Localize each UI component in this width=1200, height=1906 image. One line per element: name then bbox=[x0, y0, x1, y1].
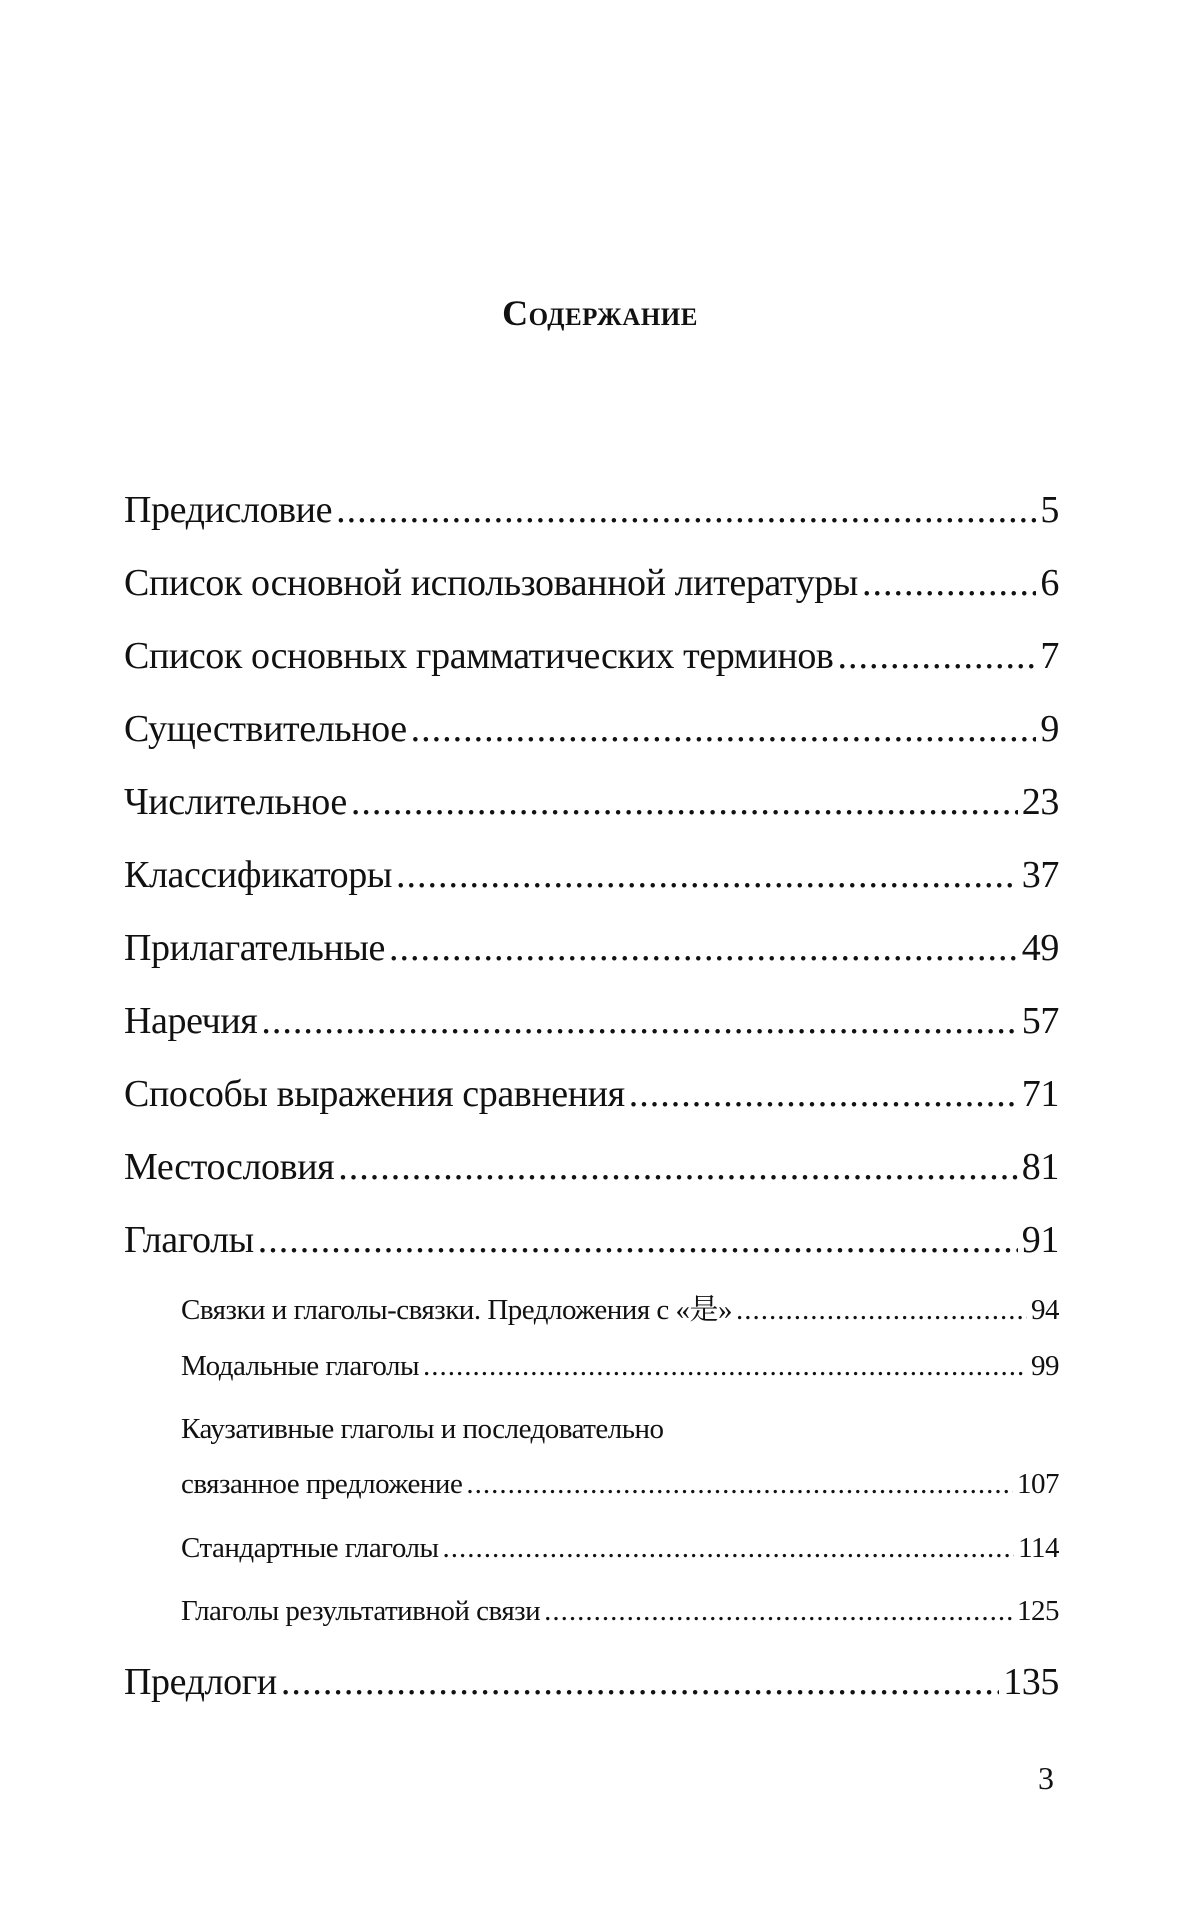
toc-entry-page: 23 bbox=[1021, 781, 1059, 823]
toc-leader-dots bbox=[261, 999, 1017, 1043]
toc-leader-dots bbox=[736, 1294, 1027, 1327]
toc-entry-label: Связки и глаголы-связки. Предложения с «是» bbox=[181, 1294, 733, 1326]
toc-entry-page: 135 bbox=[1003, 1661, 1059, 1703]
toc-entry-page: 9 bbox=[1040, 708, 1059, 750]
toc-entry-label: Стандартные глаголы bbox=[181, 1532, 439, 1564]
toc-leader-dots bbox=[396, 853, 1018, 897]
toc-leader-dots bbox=[442, 1532, 1014, 1565]
toc-leader-dots bbox=[544, 1595, 1013, 1628]
toc-entry[interactable] bbox=[124, 780, 1059, 824]
page-title: Содержание bbox=[502, 293, 698, 333]
page-number: 3 bbox=[1038, 1760, 1054, 1796]
toc-entry-label: Наречия bbox=[124, 1000, 258, 1042]
toc-entry-label: Список основных грамматических терминов bbox=[124, 635, 834, 677]
toc-entry[interactable] bbox=[124, 707, 1059, 751]
toc-entry-label: Предисловие bbox=[124, 489, 333, 531]
toc-leader-dots bbox=[423, 1350, 1027, 1383]
toc-entry-label: Числительное bbox=[124, 781, 347, 823]
toc-entry-page: 94 bbox=[1031, 1294, 1059, 1326]
toc-entry-label: Предлоги bbox=[124, 1661, 277, 1703]
toc-entry-page: 91 bbox=[1021, 1219, 1059, 1261]
toc-entry-label: Существительное bbox=[124, 708, 407, 750]
toc-subentry[interactable] bbox=[181, 1532, 1059, 1565]
toc-leader-dots bbox=[389, 926, 1018, 970]
toc-leader-dots bbox=[351, 780, 1018, 824]
toc-leader-dots bbox=[466, 1468, 1013, 1501]
toc-entry-page: 99 bbox=[1031, 1350, 1059, 1382]
toc-subentry[interactable] bbox=[181, 1468, 1059, 1501]
toc-entry-page: 114 bbox=[1018, 1532, 1059, 1564]
toc-entry[interactable] bbox=[124, 1218, 1059, 1262]
toc-subentry[interactable] bbox=[181, 1287, 1059, 1328]
toc-leader-dots bbox=[281, 1660, 999, 1704]
toc-leader-dots bbox=[258, 1218, 1018, 1262]
toc-entry[interactable] bbox=[124, 488, 1059, 532]
toc-leader-dots bbox=[862, 561, 1036, 605]
toc-entry[interactable] bbox=[124, 561, 1059, 605]
toc-entry[interactable] bbox=[124, 1072, 1059, 1116]
toc-entry-label: связанное предложение bbox=[181, 1468, 463, 1500]
toc-entry[interactable] bbox=[124, 999, 1059, 1043]
toc-entry-label: Классификаторы bbox=[124, 854, 393, 896]
toc-entry[interactable] bbox=[124, 853, 1059, 897]
toc-subentry[interactable] bbox=[181, 1350, 1059, 1383]
toc-leader-dots bbox=[837, 634, 1036, 678]
toc-subentry[interactable] bbox=[181, 1595, 1059, 1628]
toc-entry-label: Список основной использованной литературы bbox=[124, 562, 858, 604]
toc-subentry-label-line1[interactable]: Каузативные глаголы и последовательно bbox=[181, 1413, 664, 1445]
toc-leader-dots bbox=[629, 1072, 1018, 1116]
toc-entry-page: 107 bbox=[1017, 1468, 1059, 1500]
toc-entry[interactable] bbox=[124, 1145, 1059, 1189]
toc-entry-page: 7 bbox=[1040, 635, 1059, 677]
toc-entry-page: 57 bbox=[1021, 1000, 1059, 1042]
toc-entry-page: 49 bbox=[1021, 927, 1059, 969]
toc-entry[interactable] bbox=[124, 926, 1059, 970]
toc-entry-label: Глаголы результативной связи bbox=[181, 1595, 541, 1627]
toc-entry-label: Способы выражения сравнения bbox=[124, 1073, 625, 1115]
toc-entry-page: 37 bbox=[1021, 854, 1059, 896]
toc-entry[interactable] bbox=[124, 1660, 1059, 1704]
toc-leader-dots bbox=[411, 707, 1037, 751]
toc-entry-label: Модальные глаголы bbox=[181, 1350, 419, 1382]
toc-entry-label: Местословия bbox=[124, 1146, 335, 1188]
toc-entry-label: Глаголы bbox=[124, 1219, 254, 1261]
toc-entry-page: 81 bbox=[1021, 1146, 1059, 1188]
toc-entry-page: 5 bbox=[1040, 489, 1059, 531]
toc-entry-label: Прилагательные bbox=[124, 927, 385, 969]
toc-entry-page: 71 bbox=[1021, 1073, 1059, 1115]
toc-entry-page: 6 bbox=[1040, 562, 1059, 604]
toc-entry[interactable] bbox=[124, 634, 1059, 678]
toc-leader-dots bbox=[338, 1145, 1018, 1189]
toc-entry-page: 125 bbox=[1017, 1595, 1059, 1627]
toc-leader-dots bbox=[336, 488, 1036, 532]
